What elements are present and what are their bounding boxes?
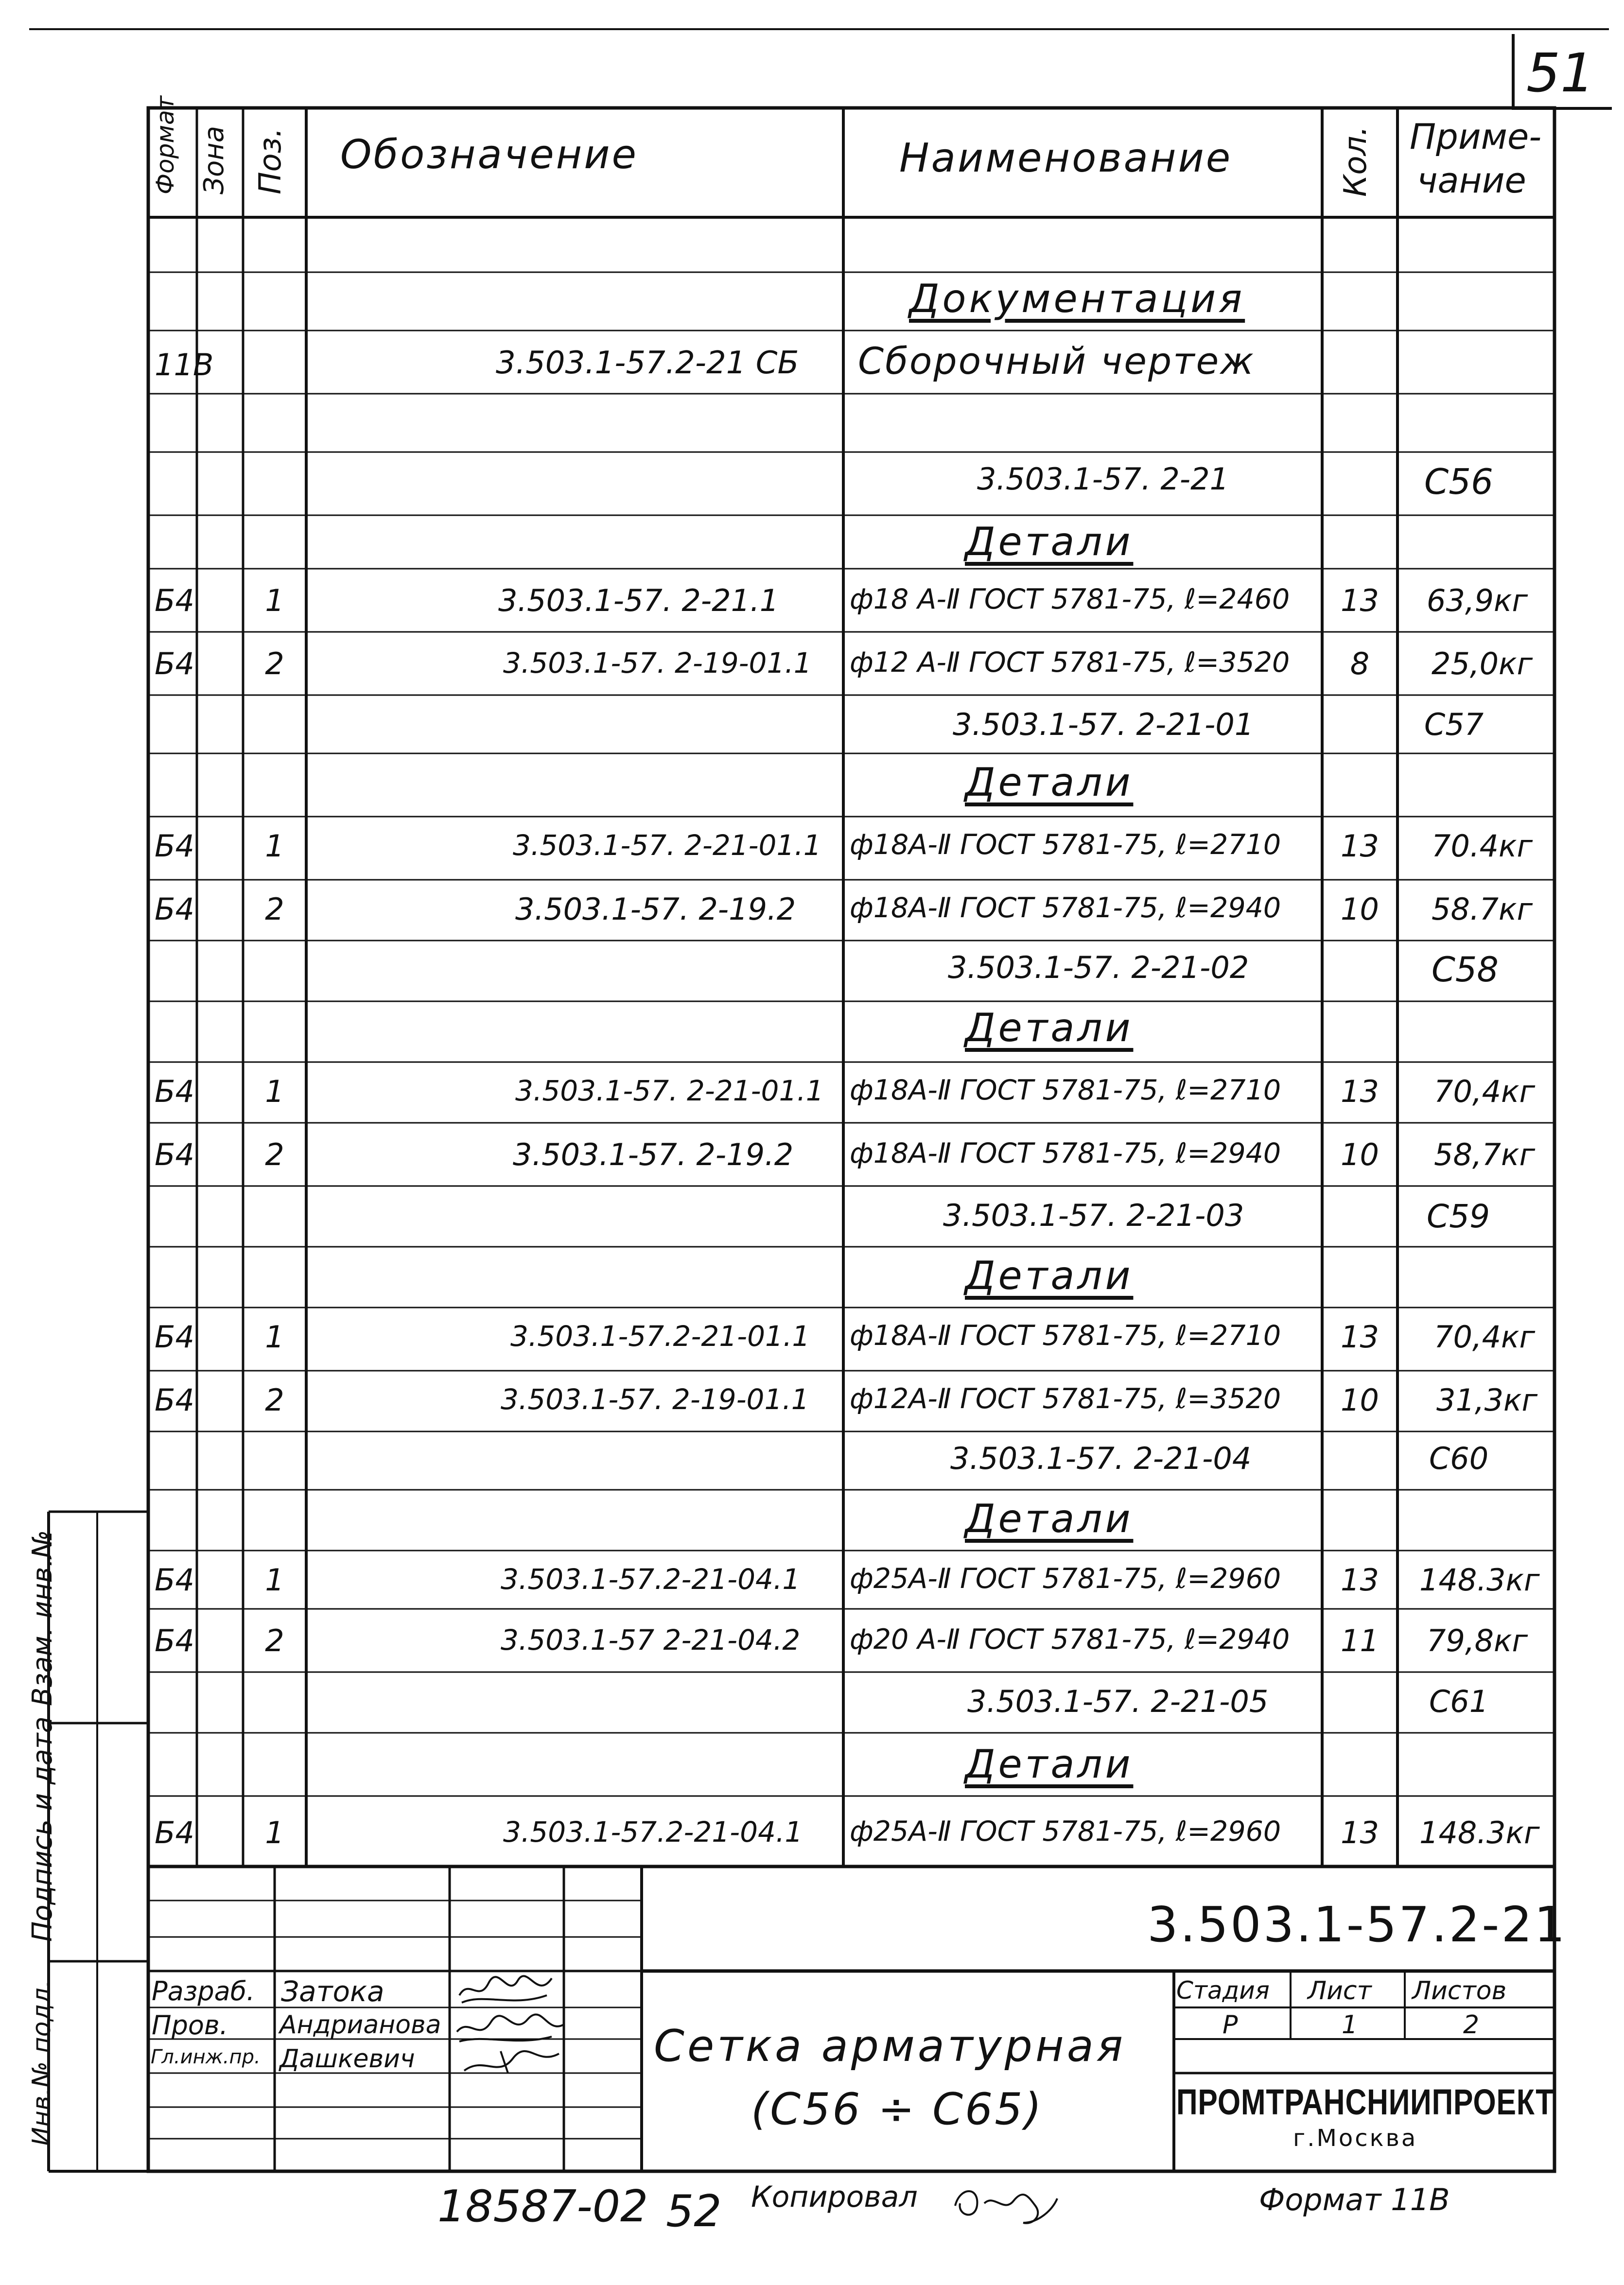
row27-name: ф25А-Ⅱ ГОСТ 5781-75, ℓ=2960: [850, 1815, 1281, 1848]
row16-designation: 3.503.1-57. 2-19.2: [513, 1137, 794, 1172]
title-line1: Сетка арматурная: [654, 2021, 1126, 2072]
row23-format: Б4: [155, 1562, 194, 1598]
row11-designation: 3.503.1-57. 2-21-01.1: [513, 829, 821, 862]
row12-note: 58.7кг: [1432, 891, 1533, 927]
header-designation: Обозначение: [340, 132, 638, 178]
row23-note: 148.3кг: [1419, 1562, 1540, 1598]
row25-name: 3.503.1-57. 2-21-05: [967, 1684, 1269, 1719]
row23-designation: 3.503.1-57.2-21-04.1: [501, 1563, 801, 1596]
person-developed: Затока: [281, 1975, 384, 2008]
stage-value: Р: [1222, 2010, 1238, 2040]
row12-qty: 10: [1341, 891, 1379, 927]
role-developed: Разраб.: [152, 1976, 255, 2006]
row19-name: ф18А-Ⅱ ГОСТ 5781-75, ℓ=2710: [850, 1320, 1281, 1352]
row19-qty: 13: [1341, 1319, 1379, 1355]
signature-marks: [454, 1973, 571, 2080]
row19-pos: 1: [265, 1319, 284, 1355]
row20-qty: 10: [1341, 1382, 1379, 1418]
row7-qty: 13: [1341, 583, 1379, 618]
sheet-value: 1: [1342, 2010, 1358, 2040]
row15-note: 70,4кг: [1434, 1074, 1536, 1109]
row5-note: С56: [1424, 461, 1493, 502]
sheets-label: Листов: [1412, 1976, 1507, 2006]
row12-name: ф18А-Ⅱ ГОСТ 5781-75, ℓ=2940: [850, 892, 1281, 924]
side-label-signature-date: Подпись и дата: [27, 1716, 58, 1942]
row23-qty: 13: [1341, 1562, 1379, 1598]
footer-format: Формат 11В: [1259, 2182, 1450, 2217]
row16-qty: 10: [1341, 1137, 1379, 1172]
person-chief-engineer: Дашкевич: [279, 2044, 415, 2074]
row12-designation: 3.503.1-57. 2-19.2: [515, 891, 796, 927]
sheets-value: 2: [1463, 2010, 1480, 2040]
row24-qty: 11: [1341, 1623, 1379, 1658]
row19-designation: 3.503.1-57.2-21-01.1: [510, 1320, 810, 1353]
footer-extra-number: 52: [666, 2186, 722, 2237]
row20-designation: 3.503.1-57. 2-19-01.1: [501, 1383, 809, 1416]
section-details-2: Детали: [965, 760, 1134, 805]
row27-note: 148.3кг: [1419, 1815, 1540, 1850]
section-documentation: Документация: [909, 276, 1245, 321]
section-details-5: Детали: [965, 1496, 1134, 1541]
row25-note: С61: [1429, 1684, 1489, 1719]
organization-name: ПРОМТРАНСНИИПРОЕКТ: [1176, 2082, 1554, 2122]
side-label-inv-original: Инв.№ подл.: [27, 1979, 56, 2146]
header-zone: Зона: [198, 125, 230, 194]
row7-pos: 1: [265, 583, 284, 618]
row3-format: 11В: [155, 347, 214, 383]
row17-name: 3.503.1-57. 2-21-03: [943, 1198, 1244, 1233]
header-note-line2: чание: [1417, 160, 1526, 201]
row23-name: ф25А-Ⅱ ГОСТ 5781-75, ℓ=2960: [850, 1563, 1281, 1595]
row15-format: Б4: [155, 1074, 194, 1109]
footer-order-number: 18587-02: [437, 2181, 648, 2232]
row27-designation: 3.503.1-57.2-21-04.1: [503, 1815, 803, 1849]
row13-note: С58: [1432, 950, 1499, 990]
row24-format: Б4: [155, 1623, 194, 1658]
organization-city: г.Москва: [1293, 2125, 1418, 2152]
row13-name: 3.503.1-57. 2-21-02: [948, 950, 1249, 985]
row24-pos: 2: [265, 1623, 284, 1658]
row16-format: Б4: [155, 1137, 194, 1172]
row8-pos: 2: [265, 646, 284, 681]
row24-note: 79,8кг: [1427, 1623, 1528, 1658]
row20-note: 31,3кг: [1436, 1382, 1538, 1418]
row15-qty: 13: [1341, 1074, 1379, 1109]
row17-note: С59: [1427, 1198, 1490, 1235]
header-name: Наименование: [899, 135, 1233, 181]
row11-note: 70.4кг: [1432, 828, 1533, 864]
row24-name: ф20 А-Ⅱ ГОСТ 5781-75, ℓ=2940: [850, 1623, 1290, 1656]
row24-designation: 3.503.1-57 2-21-04.2: [501, 1623, 801, 1657]
doc-code: 3.503.1-57.2-21: [1147, 1896, 1567, 1953]
row15-designation: 3.503.1-57. 2-21-01.1: [515, 1074, 824, 1107]
row20-pos: 2: [265, 1382, 284, 1418]
stage-label: Стадия: [1176, 1976, 1270, 2005]
row27-pos: 1: [265, 1815, 284, 1850]
row8-qty: 8: [1350, 646, 1370, 681]
row11-qty: 13: [1341, 828, 1379, 864]
row7-format: Б4: [155, 583, 194, 618]
header-note-line1: Приме-: [1410, 116, 1542, 157]
role-chief-engineer: Гл.инж.пр.: [151, 2046, 261, 2068]
row16-pos: 2: [265, 1137, 284, 1172]
row7-designation: 3.503.1-57. 2-21.1: [498, 583, 779, 618]
role-checked: Пров.: [152, 2010, 228, 2041]
row3-name: Сборочный чертеж: [858, 339, 1255, 383]
row11-name: ф18А-Ⅱ ГОСТ 5781-75, ℓ=2710: [850, 829, 1281, 861]
row3-designation: 3.503.1-57.2-21 СБ: [496, 345, 799, 381]
row9-note: С57: [1424, 707, 1484, 742]
row11-pos: 1: [265, 828, 284, 864]
row8-designation: 3.503.1-57. 2-19-01.1: [503, 646, 812, 680]
row19-note: 70,4кг: [1434, 1319, 1536, 1355]
copier-signature: [950, 2177, 1062, 2230]
header-format: Формат: [151, 96, 179, 194]
row19-format: Б4: [155, 1319, 194, 1355]
row7-name: ф18 А-Ⅱ ГОСТ 5781-75, ℓ=2460: [850, 583, 1290, 615]
row15-pos: 1: [265, 1074, 284, 1109]
side-label-replaces-inv: Взам. инв.№: [27, 1530, 58, 1706]
row12-pos: 2: [265, 891, 284, 927]
section-details-3: Детали: [965, 1005, 1134, 1050]
footer-copied-label: Копировал: [751, 2180, 918, 2214]
header-quantity: Кол.: [1338, 126, 1374, 197]
header-position: Поз.: [252, 127, 288, 194]
section-details-1: Детали: [965, 519, 1134, 564]
section-details-6: Детали: [965, 1742, 1134, 1787]
row23-pos: 1: [265, 1562, 284, 1598]
sheet-label: Лист: [1308, 1976, 1372, 2006]
row15-name: ф18А-Ⅱ ГОСТ 5781-75, ℓ=2710: [850, 1074, 1281, 1106]
row7-note: 63,9кг: [1427, 583, 1528, 618]
row8-name: ф12 А-Ⅱ ГОСТ 5781-75, ℓ=3520: [850, 646, 1290, 679]
row20-format: Б4: [155, 1382, 194, 1418]
row21-note: С60: [1429, 1441, 1489, 1476]
row11-format: Б4: [155, 828, 194, 864]
row16-name: ф18А-Ⅱ ГОСТ 5781-75, ℓ=2940: [850, 1137, 1281, 1169]
title-line2: (С56 ÷ С65): [751, 2084, 1044, 2135]
row27-qty: 13: [1341, 1815, 1379, 1850]
row21-name: 3.503.1-57. 2-21-04: [950, 1441, 1252, 1476]
person-checked: Андрианова: [279, 2010, 441, 2040]
row12-format: Б4: [155, 891, 194, 927]
row9-name: 3.503.1-57. 2-21-01: [953, 707, 1254, 742]
row5-name: 3.503.1-57. 2-21: [977, 461, 1229, 497]
section-details-4: Детали: [965, 1253, 1134, 1298]
row16-note: 58,7кг: [1434, 1137, 1536, 1172]
row27-format: Б4: [155, 1815, 194, 1850]
row8-format: Б4: [155, 646, 194, 681]
row20-name: ф12А-Ⅱ ГОСТ 5781-75, ℓ=3520: [850, 1383, 1281, 1415]
row8-note: 25,0кг: [1432, 646, 1533, 681]
page-number: 51: [1526, 42, 1594, 104]
